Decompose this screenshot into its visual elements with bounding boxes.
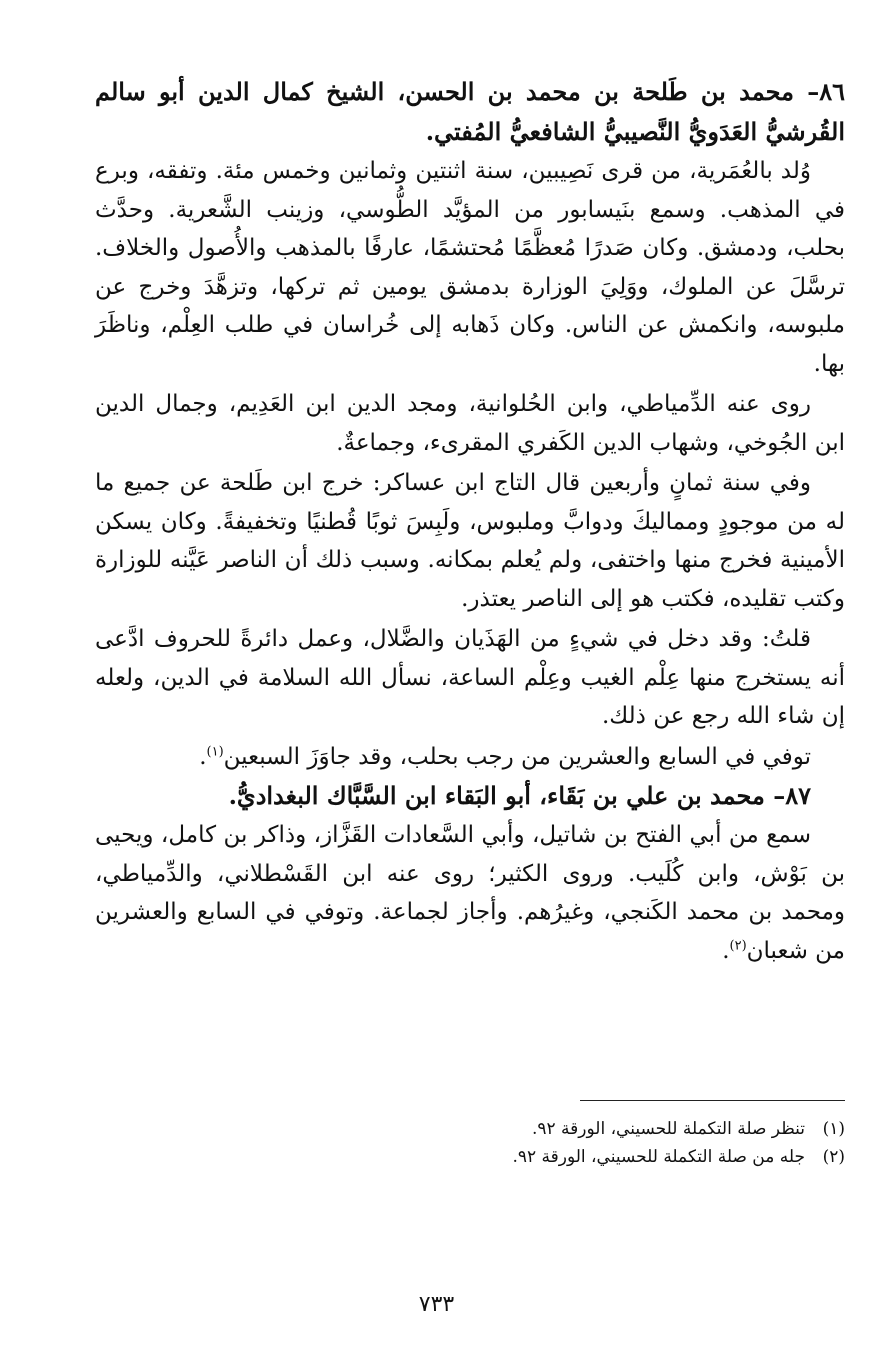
entry-86-paragraph-4: قلتُ: وقد دخل في شيءٍ من الهَذَيان والضَّلال، وعمل دائرةً للحروف ادَّعى أنه يستخرج منها عِلْم الغيب وعِلْم الساعة، نسأل الله السلامة في الدين، ولعله إن شاء الله رجع عن ذلك.	[95, 626, 845, 729]
entry-87-paragraph-1-end: .	[722, 937, 730, 964]
entry-86-heading: ٨٦– محمد بن طَلحة بن محمد بن الحسن، الشيخ كمال الدين أبو سالم القُرشيُّ العَدَويُّ النَّصيبيُّ الشافعيُّ المُفتي.	[95, 77, 845, 146]
entry-86-paragraph-5	[95, 738, 845, 777]
entry-86-paragraph-5-text: توفي في السابع والعشرين من رجب بحلب، وقد جاوَزَ السبعين	[223, 743, 811, 770]
entry-87-heading: ٨٧– محمد بن علي بن بَقَاء، أبو البَقاء ابن السَّبَّاك البغداديُّ.	[228, 781, 811, 810]
footnote-number: (٢)	[822, 1147, 845, 1167]
entry-86-paragraph-5-end: .	[199, 743, 207, 770]
footnote-number: (١)	[822, 1119, 845, 1139]
footnote-1	[95, 1115, 845, 1143]
entry-87-paragraph-1	[95, 816, 845, 970]
page-body	[95, 72, 845, 970]
footnote-ref-2[interactable]: (٢)	[729, 937, 747, 953]
footnote-2	[95, 1143, 845, 1171]
page-number: ٧٣٣	[418, 1292, 455, 1317]
footnote-ref-1[interactable]: (١)	[206, 743, 224, 759]
footnote-divider	[580, 1100, 845, 1101]
footnote-text: جله من صلة التكملة للحسيني، الورقة ٩٢.	[512, 1147, 805, 1167]
entry-86-paragraph-1: وُلد بالعُمَرية، من قرى نَصِيبين، سنة اثنتين وثمانين وخمس مئة. وتفقه، وبرع في المذهب. وسمع بنَيسابور من المؤيَّد الطُّوسي، وزينب الشَّعرية. وحدَّث بحلب، ودمشق. وكان صَدرًا مُعظَّمًا مُحتشمًا، عارفًا بالمذهب والأُصول والخلاف. ترسَّلَ عن الملوك، ووَلِيَ الوزارة بدمشق يومين ثم تركها، وتزهَّدَ وخرج عن ملبوسه، وانكمش عن الناس. وكان ذَهابه إلى خُراسان في طلب العِلْم، وناظَرَ بها.	[95, 158, 845, 377]
entry-86-paragraph-3: وفي سنة ثمانٍ وأربعين قال التاج ابن عساكر: خرج ابن طَلحة عن جميع ما له من موجودٍ ومماليكَ ودوابَّ وملبوس، ولَبِسَ ثوبًا قُطنيًا وتخفيفةً. وكان يسكن الأمينية فخرج منها واختفى، ولم يُعلم بمكانه. وسبب ذلك أن الناصر عَيَّنه للوزارة وكتب تقليده، فكتب هو إلى الناصر يعتذر.	[95, 470, 845, 612]
footnotes	[95, 1115, 845, 1171]
entry-87-paragraph-1-text: سمع من أبي الفتح بن شاتيل، وأبي السَّعادات القَزَّاز، وذاكر بن كامل، ويحيى بن بَوْش، وابن كُلَيب. وروى الكثير؛ روى عنه ابن القَسْطلاني، والدِّمياطي، ومحمد بن محمد الكَنجي، وغيرُهم. وأجاز لجماعة. وتوفي في السابع والعشرين من شعبان	[95, 822, 845, 964]
footnote-text: تنظر صلة التكملة للحسيني، الورقة ٩٢.	[531, 1119, 805, 1139]
entry-86-paragraph-2: روى عنه الدِّمياطي، وابن الحُلوانية، ومجد الدين ابن العَدِيم، وجمال الدين ابن الجُوخي، وشهاب الدين الكَفري المقرىء، وجماعةٌ.	[95, 391, 845, 456]
